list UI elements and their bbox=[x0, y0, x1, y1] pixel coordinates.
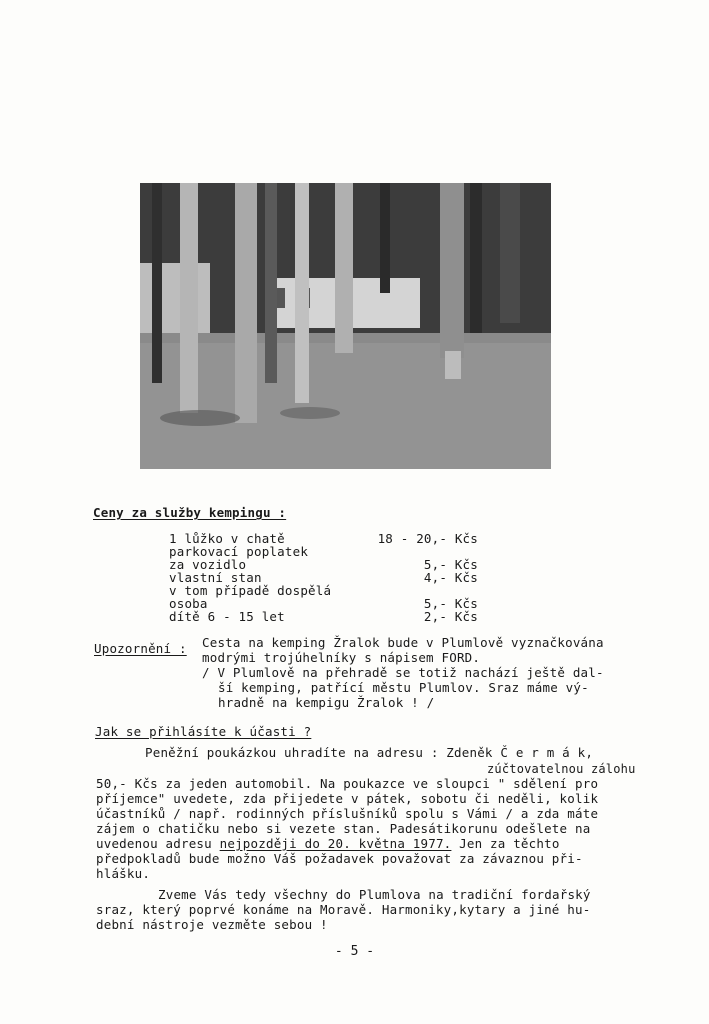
notice-line: / V Plumlově na přehradě se totiž nachází ještě dal- bbox=[202, 665, 604, 680]
signup-line: předpokladů bude možno Váš požadavek považovat za závaznou při- bbox=[96, 851, 583, 866]
invite-line: Zveme Vás tedy všechny do Plumlova na tradiční fordařský bbox=[158, 887, 591, 902]
price-value: 5,- Kčs bbox=[423, 557, 478, 572]
notice-line: hradně na kempigu Žralok ! / bbox=[218, 695, 435, 710]
forest-camp-image bbox=[140, 183, 551, 469]
price-label: vlastní stan bbox=[169, 570, 262, 585]
campsite-photo bbox=[140, 183, 551, 469]
signup-line: Peněžní poukázkou uhradíte na adresu : Zdeněk Č e r m á k, bbox=[145, 745, 594, 760]
invite-line: dební nástroje vezměte sebou ! bbox=[96, 917, 328, 932]
price-value: 4,- Kčs bbox=[423, 570, 478, 585]
price-label: dítě 6 - 15 let bbox=[169, 609, 285, 624]
prices-heading: Ceny za služby kempingu : bbox=[93, 505, 287, 520]
price-value: 18 - 20,- Kčs bbox=[377, 531, 478, 546]
price-value: 2,- Kčs bbox=[423, 609, 478, 624]
signup-line: zájem o chatičku nebo si vezete stan. Padesátikorunu odešlete na bbox=[96, 821, 591, 836]
page-number: - 5 - bbox=[334, 944, 375, 959]
signup-line: 50,- Kčs za jeden automobil. Na poukazce ve sloupci " sdělení pro bbox=[96, 776, 599, 791]
price-label: 1 lůžko v chatě bbox=[169, 531, 285, 546]
price-label: za vozidlo bbox=[169, 557, 247, 572]
price-label: v tom případě dospělá bbox=[169, 583, 332, 598]
invite-line: sraz, který poprvé konáme na Moravě. Harmoniky,kytary a jiné hu- bbox=[96, 902, 591, 917]
signup-line: účastníků / např. rodinných příslušníků spolu s Vámi / a zda máte bbox=[96, 806, 599, 821]
notice-label: Upozornění : bbox=[94, 641, 187, 656]
signup-line: hlášku. bbox=[96, 866, 151, 881]
signup-text: Jen za těchto bbox=[451, 836, 560, 851]
signup-heading: Jak se přihlásíte k účasti ? bbox=[95, 724, 312, 739]
notice-line: ší kemping, patřící městu Plumlov. Sraz máme vý- bbox=[218, 680, 589, 695]
signup-text: uvedenou adresu bbox=[96, 836, 220, 851]
price-label: parkovací poplatek bbox=[169, 544, 309, 559]
signup-line-deadline bbox=[96, 837, 560, 850]
notice-line: modrými trojúhelníky s nápisem FORD. bbox=[202, 650, 481, 665]
deposit-text: zúčtovatelnou zálohu bbox=[487, 762, 636, 776]
signup-line: příjemce" uvedete, zda přijedete v pátek, sobotu či neděli, kolik bbox=[96, 791, 599, 806]
deadline-text: nejpozději do 20. května 1977. bbox=[219, 836, 452, 851]
price-label: osoba bbox=[169, 596, 208, 611]
price-value: 5,- Kčs bbox=[423, 596, 478, 611]
notice-line: Cesta na kemping Žralok bude v Plumlově vyznačkována bbox=[202, 635, 604, 650]
